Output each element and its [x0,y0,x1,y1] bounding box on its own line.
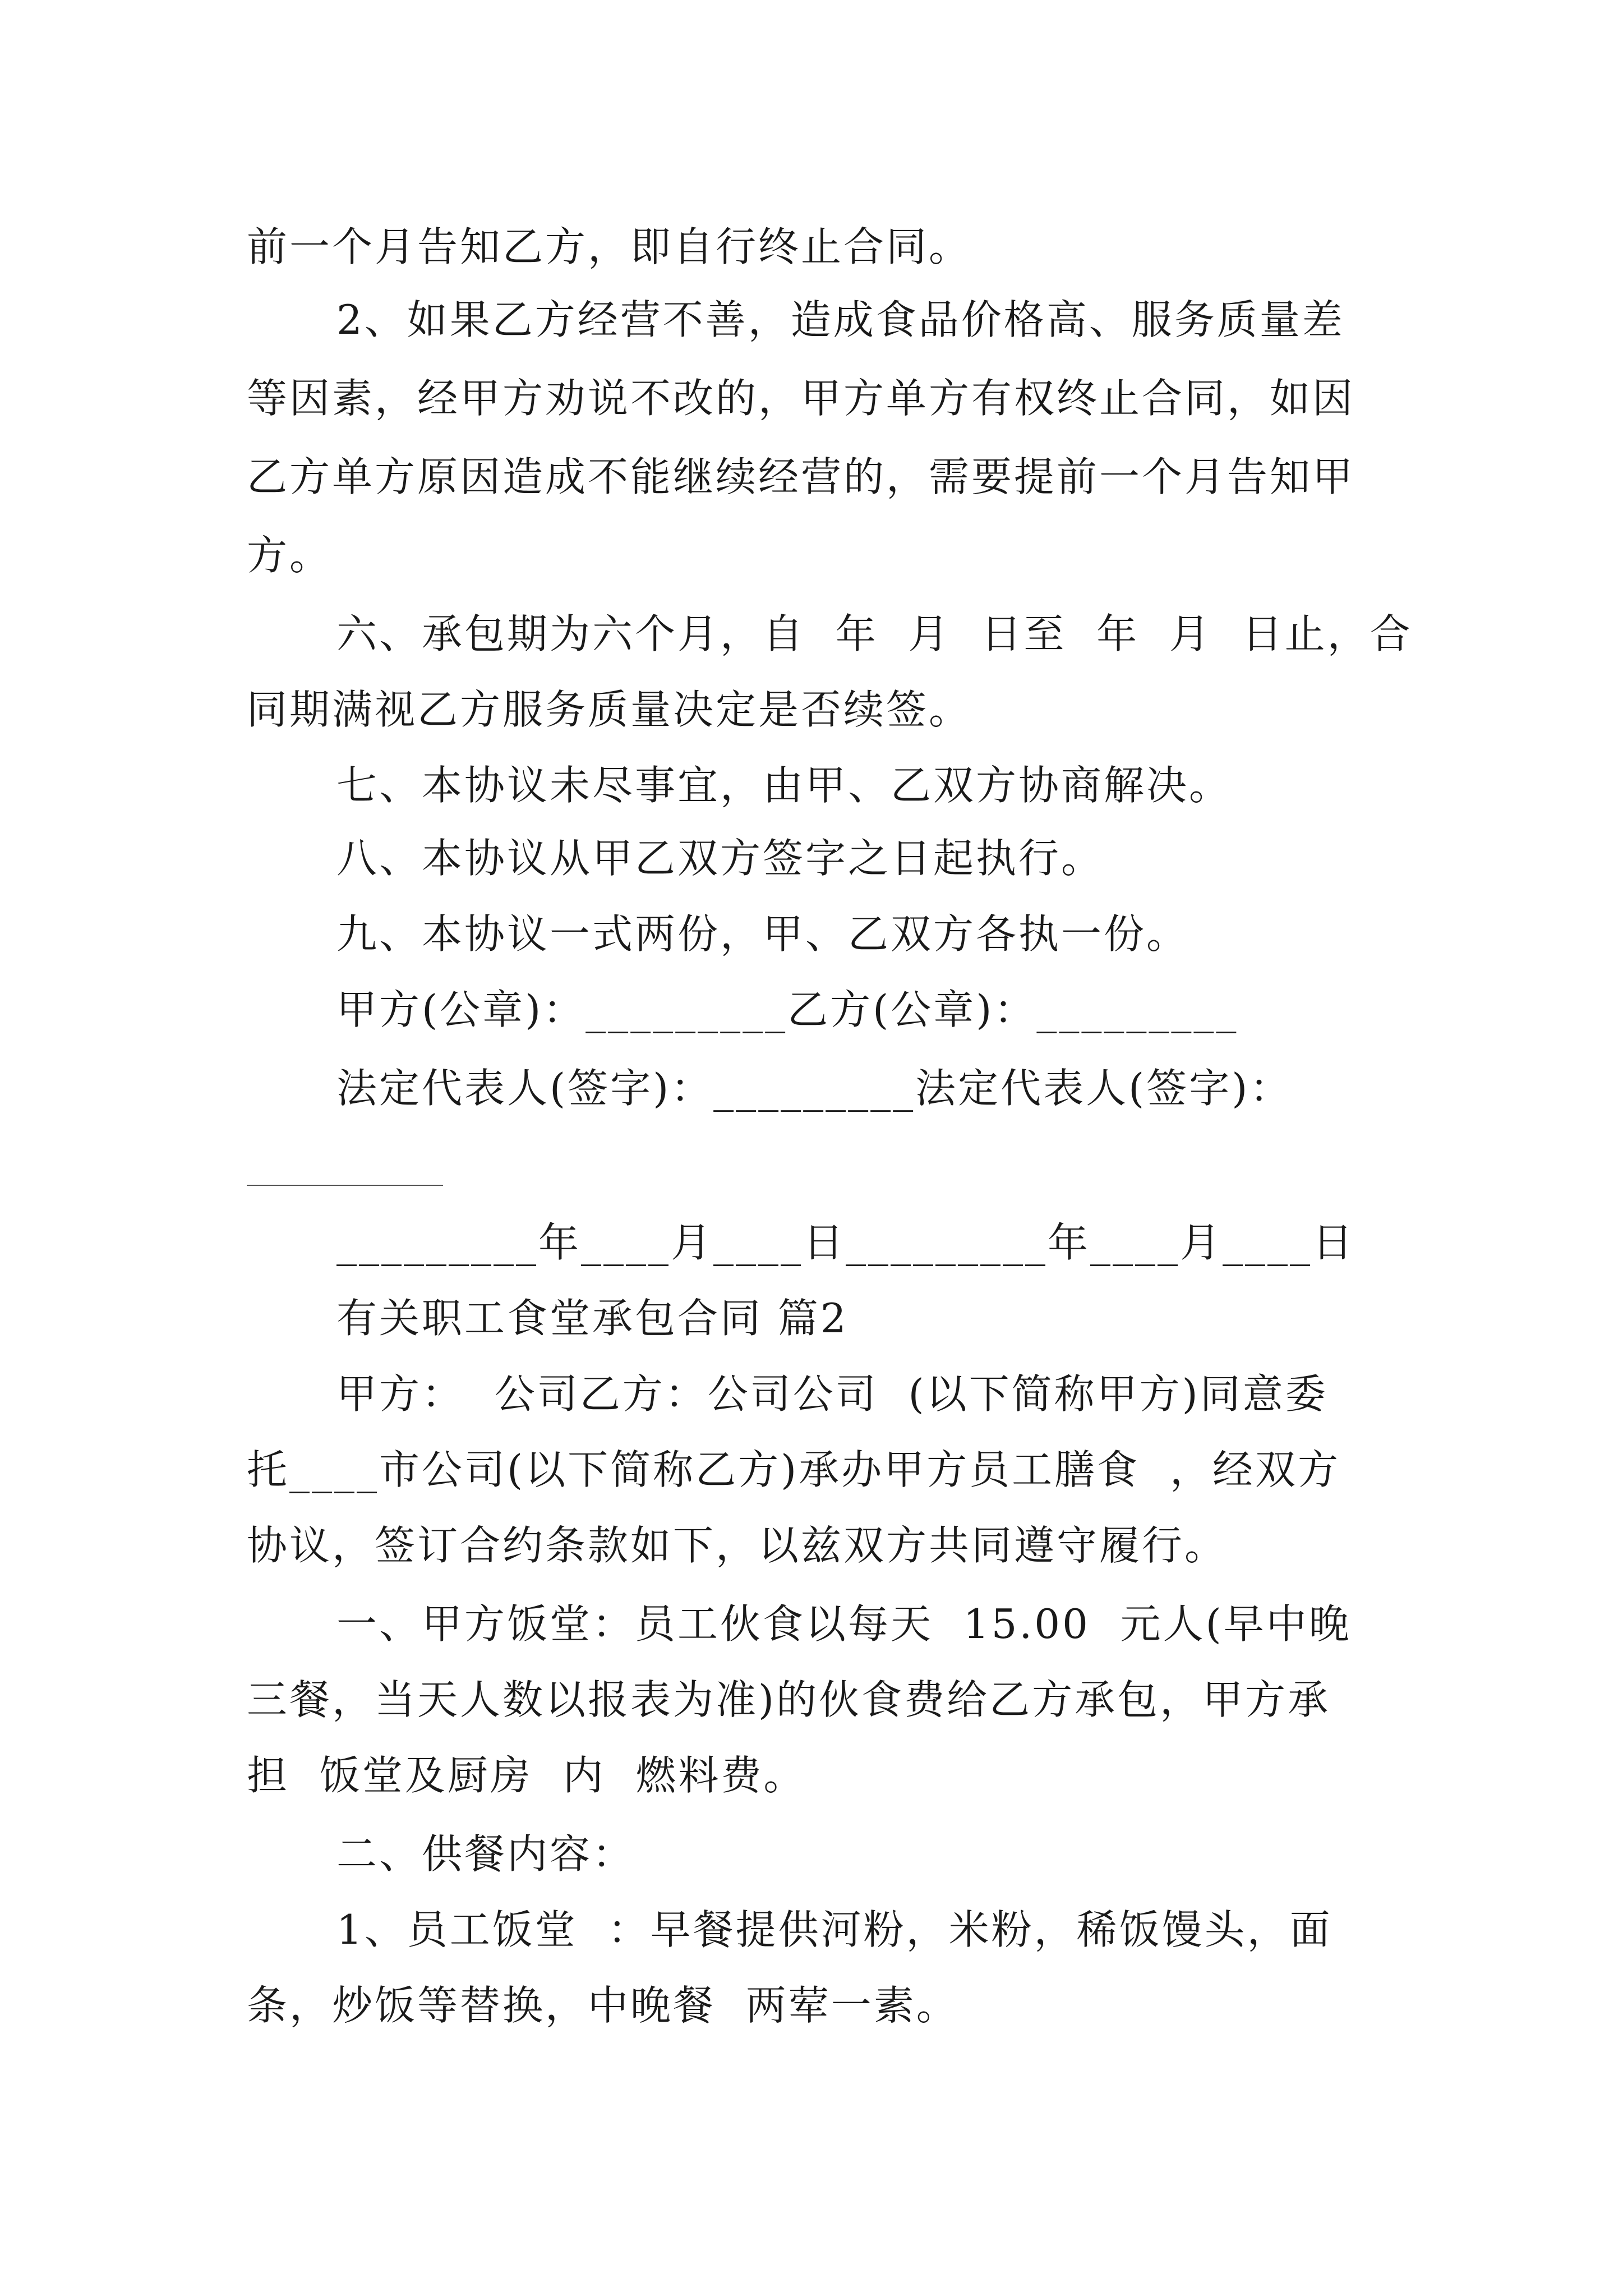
paragraph-line: 前一个月告知乙方，即自行终止合同。 [247,223,972,270]
paragraph-line: 二、供餐内容： [336,1830,635,1878]
paragraph-line: 三餐，当天人数以报表为准)的伙食费给乙方承包，甲方承 [247,1676,1331,1723]
paragraph-line: 同期满视乙方服务质量决定是否续签。 [247,686,972,733]
paragraph-line: 九、本协议一式两份，甲、乙双方各执一份。 [336,910,1189,958]
paragraph-line: 乙方单方原因造成不能继续经营的，需要提前一个月告知甲 [247,453,1355,500]
paragraph-line: 甲方： 公司乙方：公司公司 (以下简称甲方)同意委 [336,1370,1328,1418]
paragraph-line: 协议，签订合约条款如下，以兹双方共同遵守履行。 [247,1522,1228,1569]
paragraph-line: 担 饭堂及厨房 内 燃料费。 [247,1752,806,1799]
section-title: 有关职工食堂承包合同 篇2 [336,1295,849,1342]
paragraph-line: 六、承包期为六个月，自 年 月 日至 年 月 日止，合 [336,610,1413,657]
paragraph-line: 方。 [247,532,333,579]
signature-blank-rule [247,1185,443,1186]
date-line: _________年____月____日_________年____月____日 [336,1219,1355,1266]
paragraph-line: 八、本协议从甲乙双方签字之日起执行。 [336,835,1104,882]
paragraph-line: 托____市公司(以下简称乙方)承办甲方员工膳食 ，经双方 [247,1446,1340,1493]
paragraph-line: 一、甲方饭堂：员工伙食以每天 15.00 元人(早中晚 [336,1600,1352,1648]
paragraph-line: 七、本协议未尽事宜，由甲、乙双方协商解决。 [336,762,1232,809]
paragraph-line: 条，炒饭等替换，中晚餐 两荤一素。 [247,1982,959,2029]
paragraph-line: 2、如果乙方经营不善，造成食品价格高、服务质量差 [336,296,1345,343]
paragraph-line: 1、员工饭堂 ：早餐提供河粉，米粉，稀饭馒头，面 [336,1906,1332,1953]
signature-line-seal: 甲方(公章)：_________乙方(公章)：_________ [336,986,1239,1033]
paragraph-line: 等因素，经甲方劝说不改的，甲方单方有权终止合同，如因 [247,375,1355,422]
signature-line-representative: 法定代表人(签字)：_________法定代表人(签字)： [336,1065,1293,1112]
